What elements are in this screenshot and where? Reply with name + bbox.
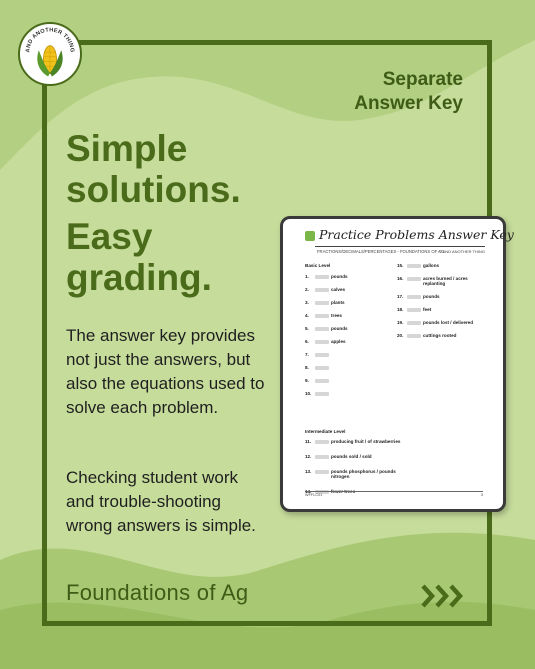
headline-line3: Easy — [66, 216, 153, 257]
doc-footer — [305, 491, 483, 497]
doc-list-item: 9. — [305, 378, 395, 383]
key-label-line2: Answer Key — [354, 93, 463, 114]
doc-list-item: 10. — [305, 391, 395, 396]
headline-line2: solutions. — [66, 169, 241, 210]
doc-list-item: 3. plants — [305, 300, 345, 305]
headline-line1: Simple — [66, 128, 188, 169]
corn-icon — [20, 24, 80, 84]
brand-logo — [18, 22, 82, 86]
doc-list-item: 16. acres burned / acres replanting — [397, 276, 468, 286]
doc-list-item: 19. pounds lost / delivered — [397, 320, 474, 325]
doc-title-rule — [315, 246, 485, 247]
doc-footer-code: WFFLC01 — [305, 493, 323, 497]
logo-text: AND ANOTHER THING — [25, 27, 75, 53]
doc-basic-level-heading: Basic Level — [305, 263, 331, 268]
doc-subtitle-right: © AND ANOTHER THING — [438, 249, 485, 254]
key-label-line1: Separate — [382, 69, 463, 90]
doc-list-item: 11. producing fruit / of strawberries — [305, 439, 401, 444]
doc-page-number: 3 — [480, 493, 483, 497]
doc-title: Practice Problems Answer Key — [319, 227, 514, 242]
doc-list-item: 20. cuttings rooted — [397, 333, 457, 338]
doc-list-item: 2. calves — [305, 287, 346, 292]
doc-list-item: 8. — [305, 365, 395, 370]
doc-list-item: 15. gallons — [397, 263, 440, 268]
doc-list-item: 6. apples — [305, 339, 346, 344]
description-paragraph-2: Checking student work and trouble-shooting wrong answers is simple. — [66, 468, 256, 535]
doc-basic-column — [305, 263, 395, 404]
doc-list-item: 1. pounds — [305, 274, 348, 279]
footer-title: Foundations of Ag — [66, 580, 249, 605]
doc-list-item: 17. pounds — [397, 294, 440, 299]
description-paragraph-1: The answer key provides not just the answers, but also the equations used to solve each problem. — [66, 326, 265, 417]
doc-titlebar — [291, 227, 514, 247]
triple-chevron-icon — [420, 583, 466, 609]
doc-brand-icon — [305, 231, 315, 241]
headline-easy-grading — [66, 216, 212, 298]
doc-list-item: 13. pounds phosphorus / pounds nitrogen — [305, 469, 396, 479]
headline-line4: grading. — [66, 257, 212, 298]
doc-intermediate-level-heading: Intermediate Level — [305, 429, 346, 434]
answer-key-preview — [280, 216, 514, 512]
doc-list-item: 5. pounds — [305, 326, 348, 331]
doc-right-column — [397, 263, 487, 346]
doc-list-item: 4. trees — [305, 313, 342, 318]
doc-list-item: 18. feet — [397, 307, 432, 312]
doc-subtitle: FRACTIONS/DECIMALS/PERCENTAGES - FOUNDATIONS OF AG — [317, 249, 445, 254]
doc-list-item: 12. pounds sold / sold — [305, 454, 372, 459]
headline-simple-solutions — [66, 128, 241, 210]
doc-list-item: 14. fewer trees — [305, 489, 356, 494]
doc-list-item: 7. — [305, 352, 395, 357]
separate-answer-key-label — [354, 68, 463, 116]
